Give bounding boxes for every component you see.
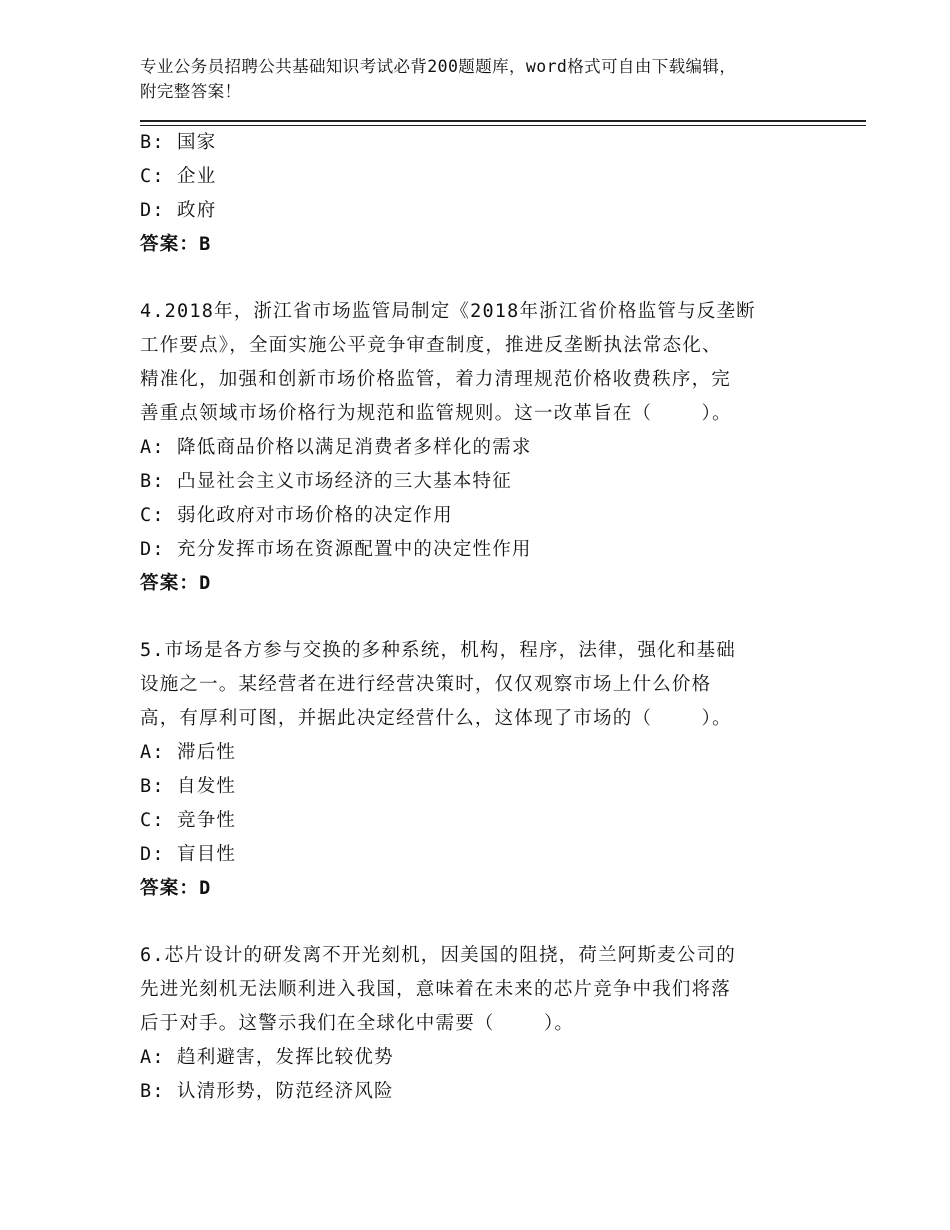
header-line-2: 附完整答案！ <box>140 82 242 101</box>
question-4-option-b: B: 凸显社会主义市场经济的三大基本特征 <box>140 471 512 492</box>
question-5-stem-line: 设施之一。某经营者在进行经营决策时，仅仅观察市场上什么价格 <box>140 674 712 695</box>
question-6-option-a: A: 趋利避害，发挥比较优势 <box>140 1047 394 1068</box>
question-5-stem-line: 5.市场是各方参与交换的多种系统，机构，程序，法律，强化和基础 <box>140 640 736 661</box>
question-4-option-d: D: 充分发挥市场在资源配置中的决定性作用 <box>140 539 532 560</box>
answer: 答案：B <box>140 234 212 255</box>
question-6-stem-line: 6.芯片设计的研发离不开光刻机，因美国的阻挠，荷兰阿斯麦公司的 <box>140 945 736 966</box>
question-5-answer: 答案：D <box>140 878 212 899</box>
question-5-option-b: B: 自发性 <box>140 776 237 797</box>
question-4-stem-line: 精准化，加强和创新市场价格监管，着力清理规范价格收费秩序，完 <box>140 369 732 390</box>
option-c: C: 企业 <box>140 166 217 187</box>
question-6-option-b: B: 认清形势，防范经济风险 <box>140 1081 394 1102</box>
question-5-option-c: C: 竞争性 <box>140 810 237 831</box>
question-5-option-a: A: 滞后性 <box>140 742 237 763</box>
question-6-stem-line: 先进光刻机无法顺利进入我国，意味着在未来的芯片竞争中我们将落 <box>140 979 732 1000</box>
option-d: D: 政府 <box>140 200 217 221</box>
question-4-option-c: C: 弱化政府对市场价格的决定作用 <box>140 505 453 526</box>
option-b: B: 国家 <box>140 132 217 153</box>
header-line-1: 专业公务员招聘公共基础知识考试必背200题题库，word格式可自由下载编辑， <box>140 57 737 76</box>
question-4-stem-line: 4.2018年，浙江省市场监管局制定《2018年浙江省价格监管与反垄断 <box>140 301 756 322</box>
question-4-stem-line: 善重点领域市场价格行为规范和监管规则。这一改革旨在（ ）。 <box>140 403 732 424</box>
document-body <box>140 126 820 1109</box>
spacer <box>140 906 820 939</box>
header-rule-thick <box>140 120 866 122</box>
spacer <box>140 601 820 634</box>
spacer <box>140 262 820 295</box>
question-4-stem-line: 工作要点》，全面实施公平竞争审查制度，推进反垄断执法常态化、 <box>140 335 722 356</box>
question-4-option-a: A: 降低商品价格以满足消费者多样化的需求 <box>140 437 532 458</box>
question-5-option-d: D: 盲目性 <box>140 844 237 865</box>
page-header <box>140 54 820 104</box>
question-6-stem-line: 后于对手。这警示我们在全球化中需要（ ）。 <box>140 1013 575 1034</box>
question-4-answer: 答案：D <box>140 573 212 594</box>
question-5-stem-line: 高，有厚利可图，并据此决定经营什么，这体现了市场的（ ）。 <box>140 708 732 729</box>
